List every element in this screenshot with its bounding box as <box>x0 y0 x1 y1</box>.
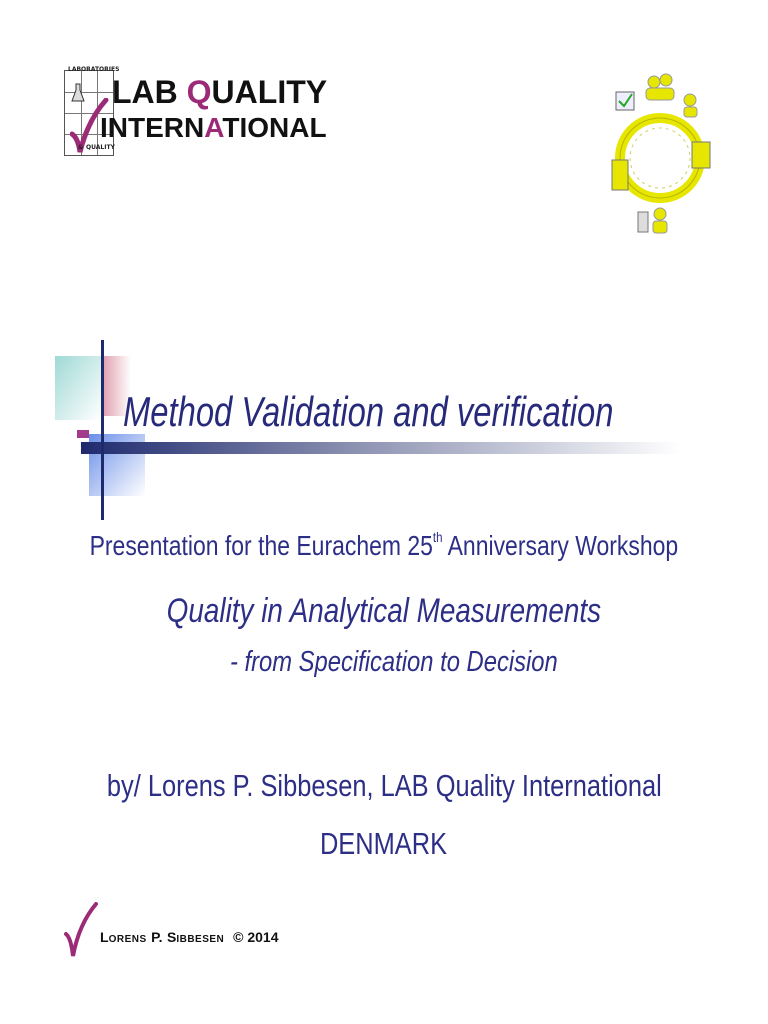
lab-quality-logo <box>64 62 328 158</box>
logo-line-international: INTERNATIONAL <box>100 112 327 143</box>
footer <box>64 902 324 960</box>
author-line: by/ Lorens P. Sibbesen, LAB Quality International <box>106 768 662 803</box>
workshop-subtitle: - from Specification to Decision <box>230 646 558 678</box>
presentation-subtitle: Presentation for the Eurachem 25th Anniversary Workshop <box>89 529 679 561</box>
logo-line-lab-quality: LAB QUALITY <box>112 74 328 110</box>
logo-amp-text: & <box>78 144 84 151</box>
workshop-title: Quality in Analytical Measurements <box>166 592 602 630</box>
country-line: DENMARK <box>320 826 448 861</box>
footer-checkmark-icon <box>64 902 98 960</box>
flask-icon <box>70 82 86 104</box>
logo-quality-small-text: QUALITY <box>86 144 115 151</box>
footer-copyright: LORENS P. SIBBESEN © 2014 <box>100 929 279 945</box>
logo-laboratories-text: LABORATORIES <box>68 66 120 73</box>
slide-title: Method Validation and verification <box>123 388 614 435</box>
quality-cycle-icon <box>608 62 712 242</box>
